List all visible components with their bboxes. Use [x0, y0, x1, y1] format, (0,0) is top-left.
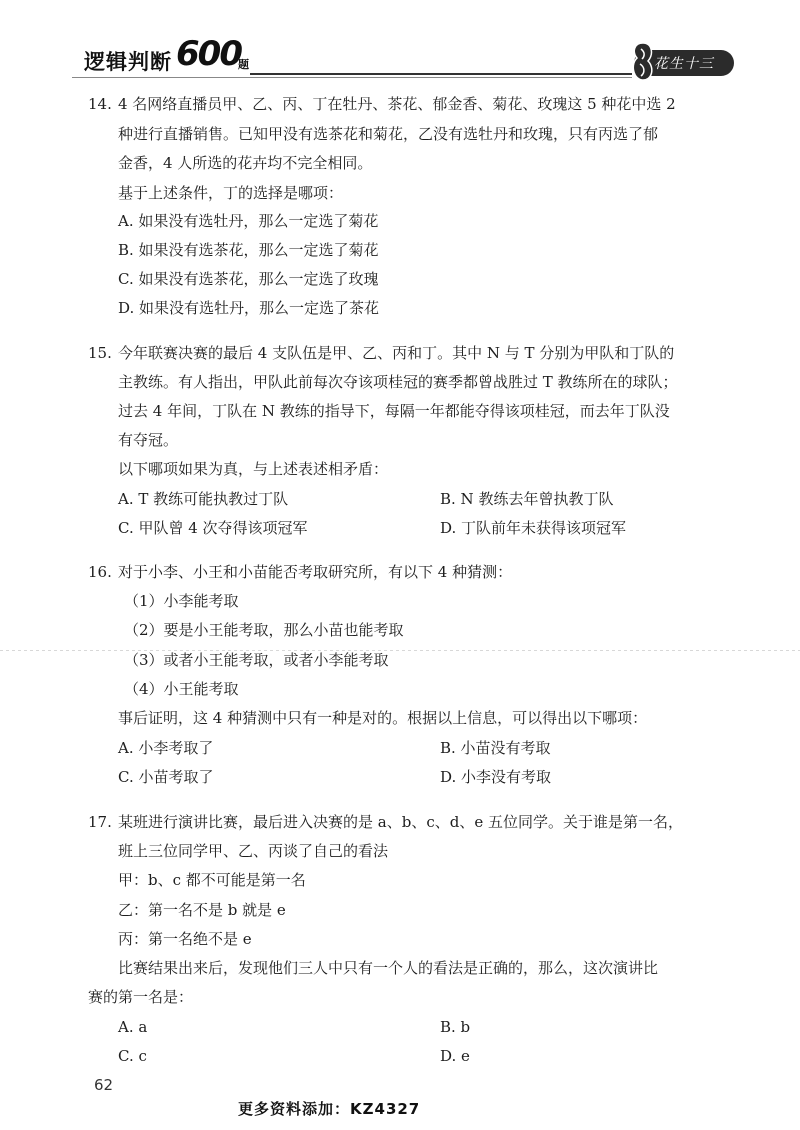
question-stem-line: 4 名网络直播员甲、乙、丙、丁在牡丹、茶花、郁金香、菊花、玫瑰这 5 种花中选 2 — [118, 95, 676, 113]
guess-item: （2）要是小王能考取，那么小苗也能考取 — [124, 621, 404, 639]
page-header — [72, 36, 732, 86]
option-a: A. 如果没有选牡丹，那么一定选了菊花 — [118, 212, 379, 230]
option-b: B. b — [440, 1018, 471, 1036]
question-stem-line: 比赛结果出来后，发现他们三人中只有一个人的看法是正确的，那么，这次演讲比 — [118, 959, 659, 977]
question-number: 16. — [88, 563, 112, 581]
book-title: 逻辑判断 — [84, 50, 172, 74]
brand-name: 花生十三 — [654, 56, 714, 72]
question-stem-line: 有夺冠。 — [118, 431, 179, 449]
question-prompt: 赛的第一名是： — [88, 988, 194, 1006]
question-number: 14. — [88, 95, 112, 113]
option-c: C. 如果没有选茶花，那么一定选了玫瑰 — [118, 270, 379, 288]
option-a: A. a — [118, 1018, 148, 1036]
option-a: A. 小李考取了 — [118, 739, 214, 757]
opinion-line: 丙：第一名绝不是 e — [118, 930, 252, 948]
option-b: B. 如果没有选茶花，那么一定选了菊花 — [118, 241, 379, 259]
option-d: D. 丁队前年未获得该项冠军 — [440, 519, 627, 537]
question-stem-line: 金香，4 人所选的花卉均不完全相同。 — [118, 154, 373, 172]
option-d: D. 如果没有选牡丹，那么一定选了茶花 — [118, 299, 380, 317]
option-a: A. T 教练可能执教过丁队 — [118, 490, 289, 508]
opinion-line: 甲：b、c 都不可能是第一名 — [118, 871, 306, 889]
question-number: 17. — [88, 813, 112, 831]
question-stem-line: 种进行直播销售。已知甲没有选茶花和菊花，乙没有选牡丹和玫瑰，只有丙选了郁 — [118, 125, 659, 143]
guess-item: （1）小李能考取 — [124, 592, 239, 610]
question-prompt: 事后证明，这 4 种猜测中只有一种是对的。根据以上信息，可以得出以下哪项： — [118, 709, 648, 727]
header-rule-thin — [72, 77, 632, 78]
question-stem-line: 过去 4 年间，丁队在 N 教练的指导下，每隔一年都能夺得该项桂冠，而去年丁队没 — [118, 402, 670, 420]
question-prompt: 基于上述条件，丁的选择是哪项： — [118, 184, 344, 202]
question-number: 15. — [88, 344, 112, 362]
question-stem-line: 对于小李、小王和小苗能否考取研究所，有以下 4 种猜测： — [118, 563, 513, 581]
option-c: C. c — [118, 1047, 147, 1065]
guess-item: （3）或者小王能考取，或者小李能考取 — [124, 651, 389, 669]
brand-badge — [634, 40, 738, 84]
book-title-number: 600 — [176, 34, 241, 74]
option-d: D. e — [440, 1047, 470, 1065]
header-rule — [250, 73, 632, 75]
question-stem-line: 主教练。有人指出，甲队此前每次夺该项桂冠的赛季都曾战胜过 T 教练所在的球队； — [118, 373, 678, 391]
question-stem-line: 某班进行演讲比赛，最后进入决赛的是 a、b、c、d、e 五位同学。关于谁是第一名， — [118, 813, 683, 831]
page-number: 62 — [94, 1076, 114, 1094]
question-prompt: 以下哪项如果为真，与上述表述相矛盾： — [118, 460, 389, 478]
footer-note: 更多资料添加：KZ4327 — [238, 1100, 421, 1118]
opinion-line: 乙：第一名不是 b 就是 e — [118, 901, 286, 919]
guess-item: （4）小王能考取 — [124, 680, 239, 698]
option-d: D. 小李没有考取 — [440, 768, 552, 786]
option-c: C. 小苗考取了 — [118, 768, 214, 786]
option-b: B. 小苗没有考取 — [440, 739, 551, 757]
option-b: B. N 教练去年曾执教丁队 — [440, 490, 614, 508]
question-stem-line: 班上三位同学甲、乙、丙谈了自己的看法 — [118, 842, 389, 860]
book-title-suffix: 题 — [238, 58, 249, 71]
option-c: C. 甲队曾 4 次夺得该项冠军 — [118, 519, 308, 537]
page-fold-line — [0, 650, 800, 651]
question-stem-line: 今年联赛决赛的最后 4 支队伍是甲、乙、丙和丁。其中 N 与 T 分别为甲队和丁队的 — [118, 344, 675, 362]
